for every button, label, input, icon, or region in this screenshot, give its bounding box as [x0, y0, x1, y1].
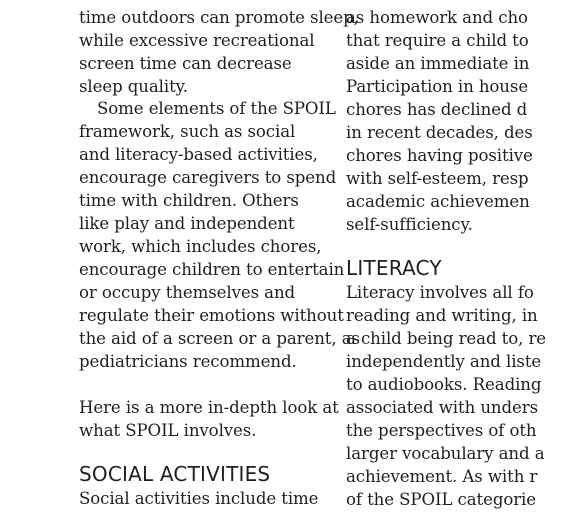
- body-line: independently and liste: [346, 352, 542, 371]
- body-line: of the SPOIL categorie: [346, 490, 536, 509]
- body-line: Participation in house: [346, 77, 529, 96]
- body-line: Literacy involves all fo: [346, 283, 534, 302]
- body-line: a child being read to, re: [346, 329, 546, 348]
- body-line: screen time can decrease: [79, 54, 292, 73]
- body-line: encourage caregivers to spend: [79, 168, 337, 187]
- body-line: in recent decades, des: [346, 123, 533, 142]
- body-line: chores having positive: [346, 146, 533, 165]
- body-line: framework, such as social: [79, 122, 296, 141]
- body-line: while excessive recreational: [79, 31, 315, 50]
- body-line: aside an immediate in: [346, 54, 530, 73]
- paragraph-start-line: Some elements of the SPOIL: [97, 99, 336, 118]
- section-heading-literacy: LITERACY: [346, 256, 442, 280]
- body-line: regulate their emotions without: [79, 306, 344, 325]
- body-line: as homework and cho: [346, 8, 528, 27]
- body-line: Here is a more in-depth look at: [79, 398, 339, 417]
- body-line: encourage children to entertain: [79, 260, 345, 279]
- body-line: pediatricians recommend.: [79, 352, 297, 371]
- body-line: academic achievemen: [346, 192, 530, 211]
- body-line: time with children. Others: [79, 191, 299, 210]
- body-line: self-sufficiency.: [346, 215, 473, 234]
- body-line: achievement. As with r: [346, 467, 538, 486]
- body-line: the perspectives of oth: [346, 421, 537, 440]
- body-line: with self-esteem, resp: [346, 169, 529, 188]
- body-line: Social activities include time: [79, 489, 319, 508]
- body-line: or occupy themselves and: [79, 283, 296, 302]
- body-line: sleep quality.: [79, 77, 188, 96]
- body-line: reading and writing, in: [346, 306, 538, 325]
- body-line: like play and independent: [79, 214, 295, 233]
- body-line: associated with unders: [346, 398, 538, 417]
- body-line: what SPOIL involves.: [79, 421, 257, 440]
- body-line: larger vocabulary and a: [346, 444, 545, 463]
- section-heading-social-activities: SOCIAL ACTIVITIES: [79, 462, 271, 486]
- body-line: and literacy-based activities,: [79, 145, 318, 164]
- body-line: the aid of a screen or a parent, as: [79, 329, 360, 348]
- body-line: that require a child to: [346, 31, 529, 50]
- body-line: to audiobooks. Reading: [346, 375, 542, 394]
- body-line: work, which includes chores,: [79, 237, 322, 256]
- body-line: time outdoors can promote sleep,: [79, 8, 359, 27]
- body-line: chores has declined d: [346, 100, 528, 119]
